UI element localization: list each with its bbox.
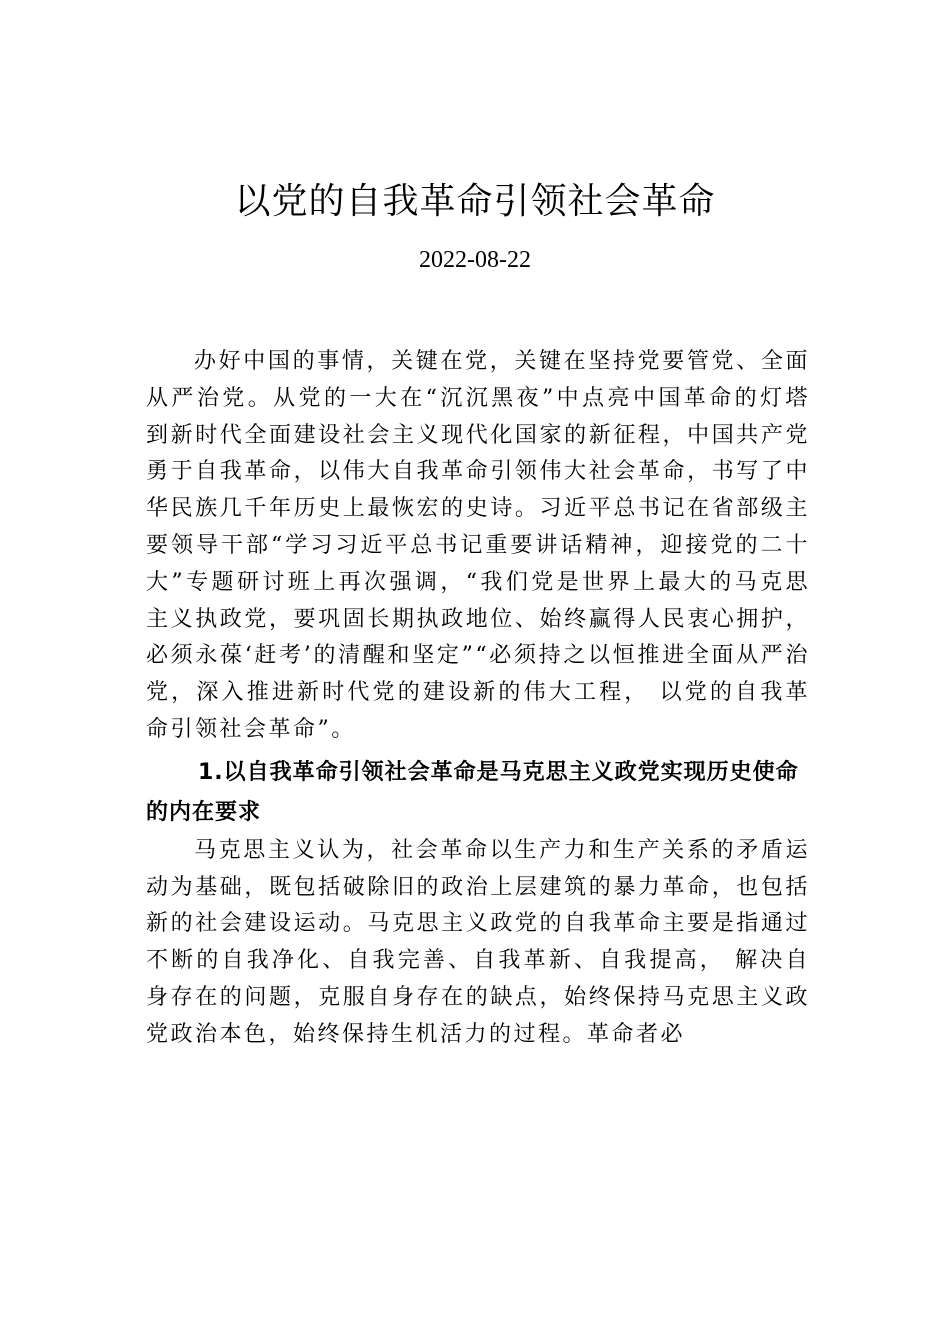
- body-paragraph-section-1: 马克思主义认为，社会革命以生产力和生产关系的矛盾运动为基础，既包括破除旧的政治上层建筑的暴力革命，也包括新的社会建设运动。马克思主义政党的自我革命主要是指通过不断的自我净化、自我完善、自我革新、自我提高， 解决自身存在的问题，克服自身存在的缺点，始终保持马克思主义政党政治本色，始终保持生机活力的过程。革命者必: [146, 837, 810, 1047]
- body-paragraph-intro: 办好中国的事情，关键在党，关键在坚持党要管党、全面从严治党。从党的一大在“沉沉黑夜”中点亮中国革命的灯塔到新时代全面建设社会主义现代化国家的新征程，中国共产党勇于自我革命，以伟大自我革命引领伟大社会革命，书写了中华民族几千年历史上最恢宏的史诗。习近平总书记在省部级主要领导干部“学习习近平总书记重要讲话精神，迎接党的二十大”专题研讨班上再次强调，“我们党是世界上最大的马克思主义执政党，要巩固长期执政地位、始终赢得人民衷心拥护，必须永葆‘赶考’的清醒和坚定”“必须持之以恒推进全面从严治党，深入推进新时代党的建设新的伟大工程， 以党的自我革命引领社会革命”。: [146, 349, 810, 742]
- document-title: 以党的自我革命引领社会革命: [234, 181, 716, 222]
- section-heading-1: 1.以自我革命引领社会革命是马克思主义政党实现历史使命的内在要求: [146, 759, 799, 825]
- document-body: [146, 344, 810, 1054]
- document-date: 2022-08-22: [419, 247, 531, 273]
